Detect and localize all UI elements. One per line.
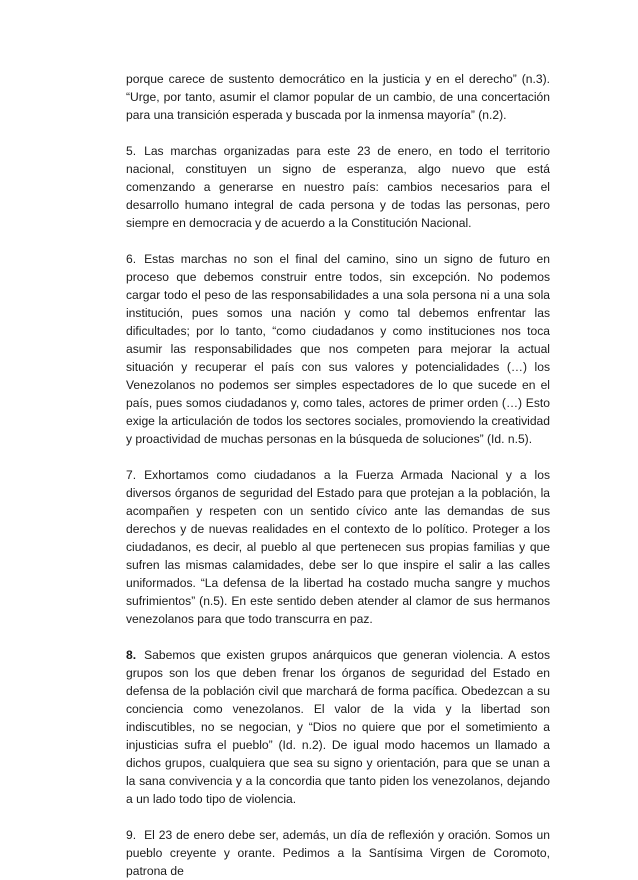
- paragraph-6: [126, 250, 550, 448]
- paragraph-number: 7.: [126, 468, 137, 482]
- paragraph-8: [126, 646, 550, 808]
- paragraph-7: [126, 466, 550, 628]
- paragraph-number: 8.: [126, 648, 137, 662]
- paragraph-text: Estas marchas no son el final del camino, sino un signo de futuro en proceso que debemos construir entre todos, sin excepción. No podemos cargar todo el peso de las responsabilidades a una sola persona ni a una sola institución, pues somos una nación y como tal debemos enfrentar las dificultades; por lo tanto, “como ciudadanos y como instituciones nos toca asumir las responsabilidades que nos competen para mejorar la actual situación y recuperar el país con sus valores y potencialidades (…) los Venezolanos no podemos ser simples espectadores de lo que sucede en el país, pues somos ciudadanos y, como tales, actores de primer orden (…) Esto exige la articulación de todos los sectores sociales, promoviendo la creatividad y proactividad de muchas personas en la búsqueda de soluciones” (Id. n.5).: [126, 252, 550, 446]
- paragraph-number: 6.: [126, 252, 137, 266]
- paragraph-text: Las marchas organizadas para este 23 de enero, en todo el territorio nacional, constituyen un signo de esperanza, algo nuevo que está comenzando a generarse en nuestro país: cambios necesarios para el desarrollo humano integral de cada persona y de todas las personas, pero siempre en democracia y de acuerdo a la Constitución Nacional.: [126, 144, 550, 230]
- paragraph-9: [126, 826, 550, 880]
- paragraph-5: [126, 142, 550, 232]
- paragraph-text: El 23 de enero debe ser, además, un día de reflexión y oración. Somos un pueblo creyente y orante. Pedimos a la Santísima Virgen de Coromoto, patrona de: [126, 828, 550, 878]
- paragraph-text: Exhortamos como ciudadanos a la Fuerza Armada Nacional y a los diversos órganos de seguridad del Estado para que protejan a la población, la acompañen y respeten con un sentido cívico ante las demandas de sus derechos y de nuevas realidades en el contexto de lo político. Proteger a los ciudadanos, es decir, al pueblo al que pertenecen sus propias familias y que sufren las mismas calamidades, debe ser lo que inspire el salir a las calles uniformados. “La defensa de la libertad ha costado mucha sangre y muchos sufrimientos” (n.5). En este sentido deben atender al clamor de sus hermanos venezolanos para que todo transcurra en paz.: [126, 468, 550, 626]
- paragraph-continuation: [126, 70, 550, 124]
- paragraph-number: 5.: [126, 144, 137, 158]
- paragraph-text: porque carece de sustento democrático en la justicia y en el derecho” (n.3). “Urge, por tanto, asumir el clamor popular de un cambio, de una concertación para una transición esperada y buscada por la inmensa mayoría” (n.2).: [126, 72, 550, 122]
- paragraph-text: Sabemos que existen grupos anárquicos que generan violencia. A estos grupos son los que deben frenar los órganos de seguridad del Estado en defensa de la población civil que marchará de forma pacífica. Obedezcan a su conciencia como venezolanos. El valor de la vida y la libertad son indiscutibles, no se negocian, y “Dios no quiere que por el sometimiento a injusticias sufra el pueblo” (Id. n.2). De igual modo hacemos un llamado a dichos grupos, cualquiera que sea su signo y orientación, para que se unan a la sana convivencia y a la concordia que tanto piden los venezolanos, dejando a un lado todo tipo de violencia.: [126, 648, 550, 806]
- paragraph-number: 9.: [126, 828, 137, 842]
